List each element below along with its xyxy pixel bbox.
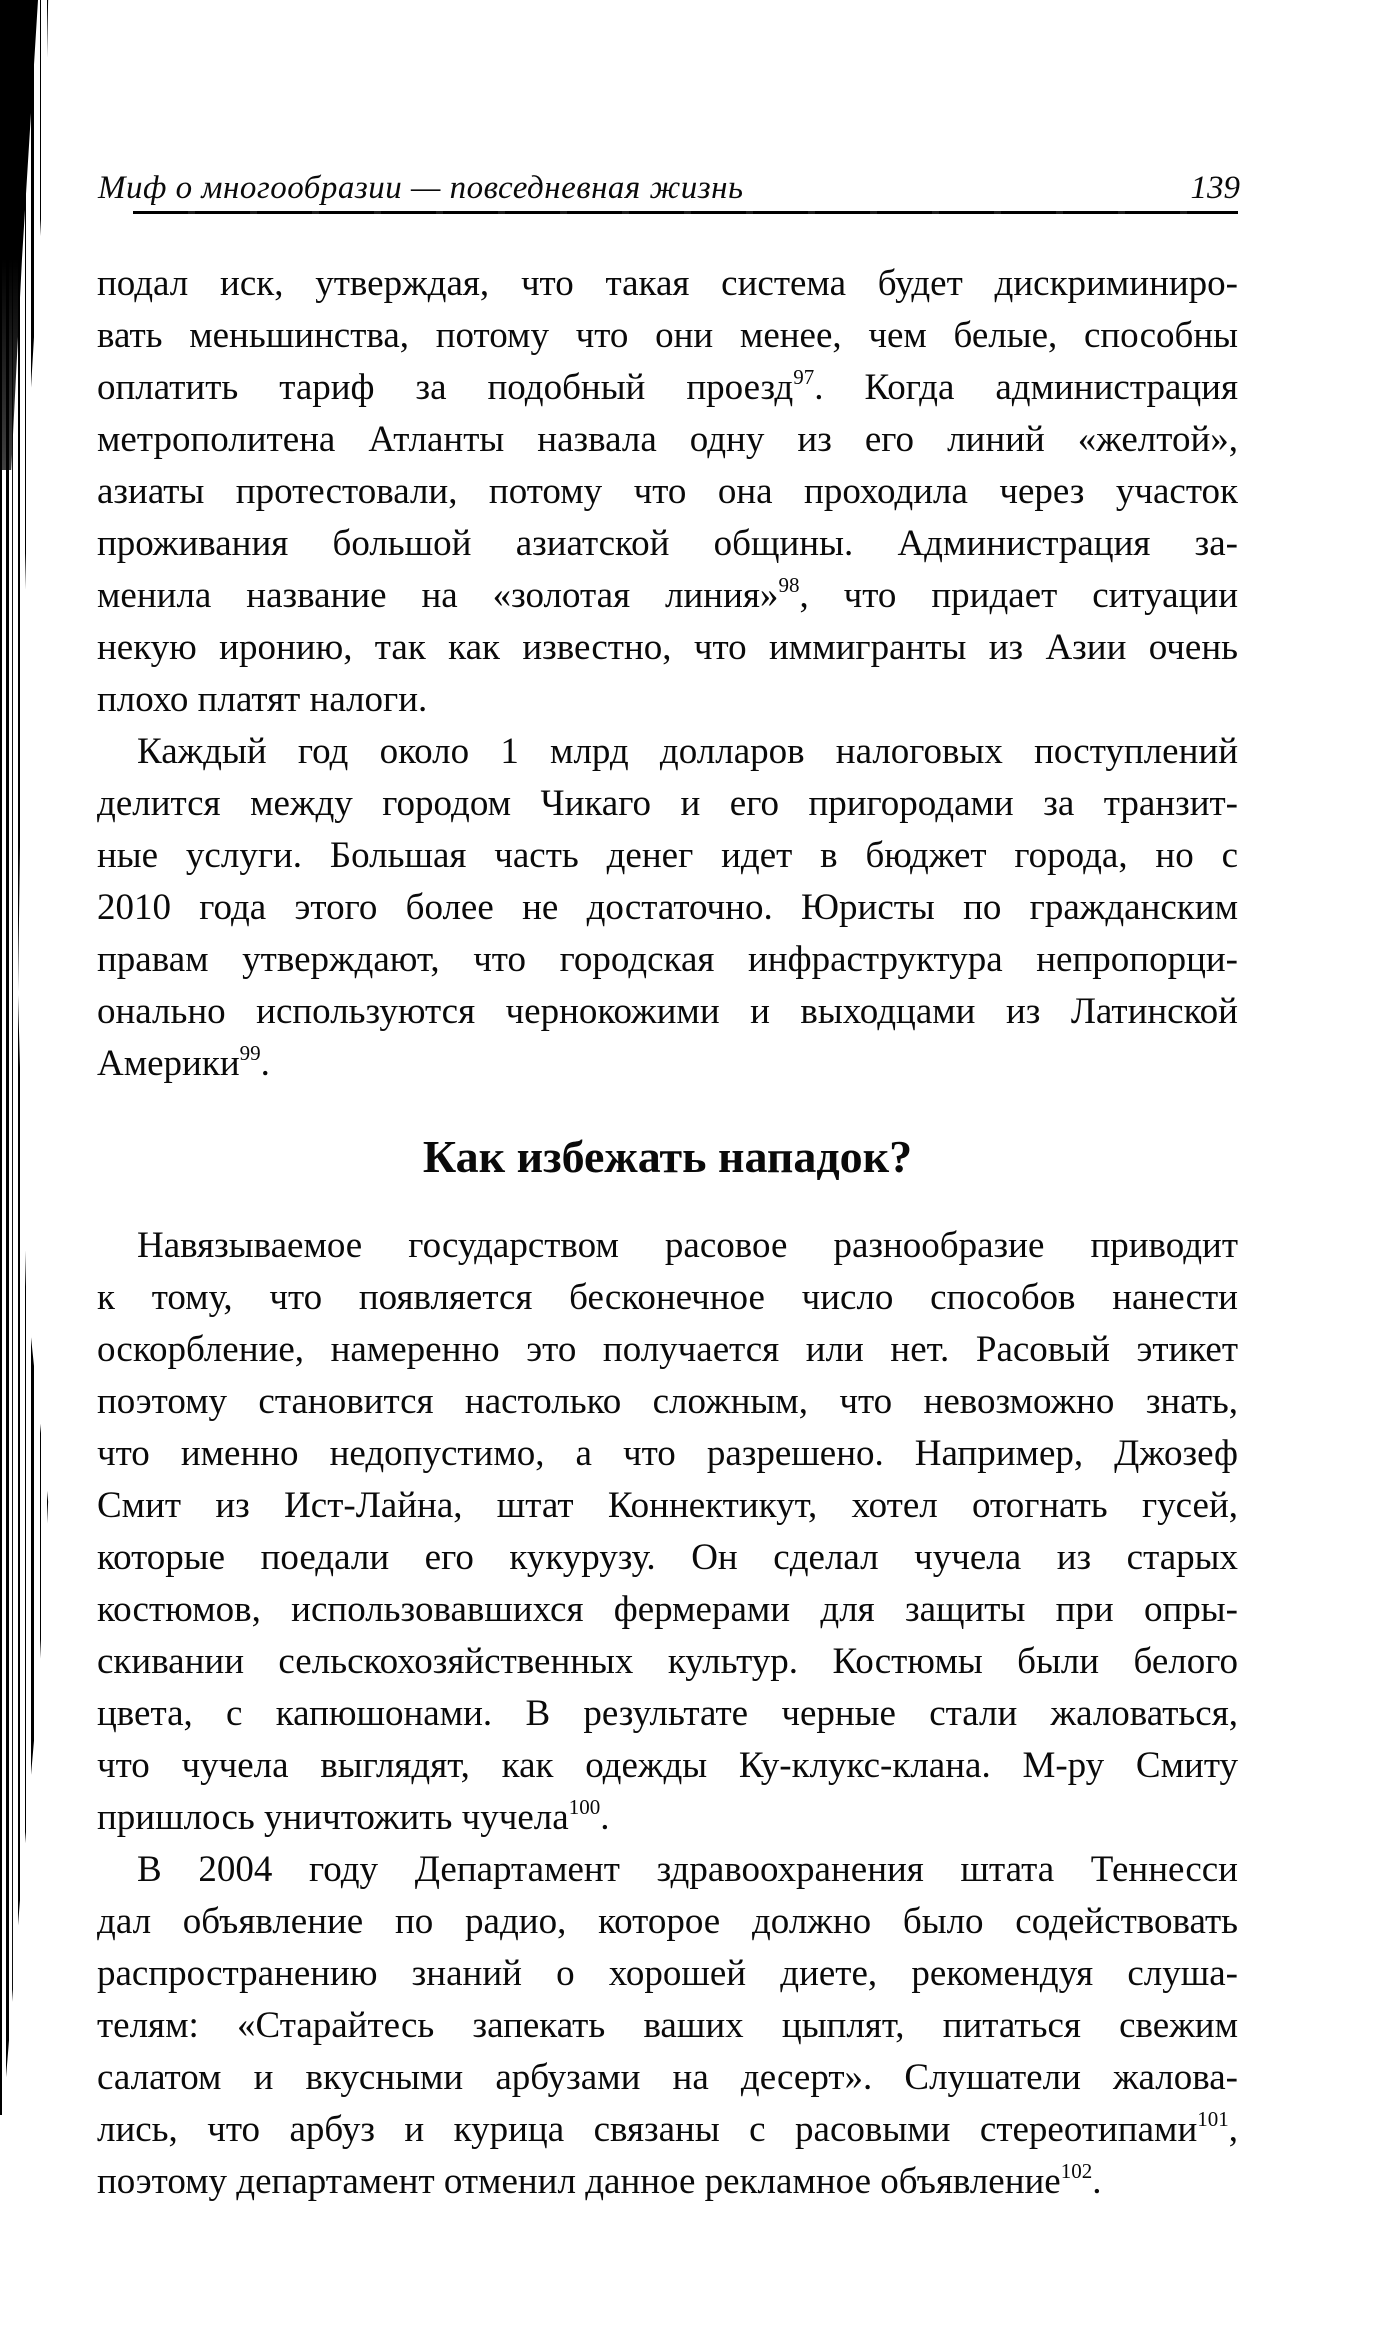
text-line: подал иск, утверждая, что такая система будет дискриминиро- (97, 263, 1238, 304)
text-line: пришлось уничтожить чучела$^{100}$. (97, 1795, 610, 1838)
text-line: вать меньшинства, потому что они менее, чем белые, способны (97, 315, 1238, 356)
text-line: правам утверждают, что городская инфраструктура непропорци- (97, 939, 1238, 980)
text-line: азиаты протестовали, потому что она проходила через участок (97, 471, 1238, 512)
header-rule (133, 211, 1238, 214)
text-line: В 2004 году Департамент здравоохранения штата Теннесси (137, 1849, 1238, 1890)
text-line: костюмов, использовавшихся фермерами для защиты при опры- (97, 1589, 1238, 1630)
running-header-title: Миф о многообразии — повседневная жизнь (98, 170, 744, 206)
text-line: Каждый год около 1 млрд долларов налоговых поступлений (137, 731, 1238, 772)
text-line: менила название на «золотая линия»$^{98}$, что придает ситуации (97, 573, 1238, 616)
body-text (97, 258, 1238, 2208)
text-line: телям: «Старайтесь запекать ваших цыплят, питаться свежим (97, 2005, 1238, 2046)
paragraph (97, 258, 1238, 726)
text-line: что именно недопустимо, а что разрешено. Например, Джозеф (97, 1433, 1238, 1474)
text-line: Смит из Ист-Лайна, штат Коннектикут, хотел отогнать гусей, (97, 1485, 1238, 1526)
text-line: ные услуги. Большая часть денег идет в бюджет города, но с (97, 835, 1238, 876)
text-line: что чучела выглядят, как одежды Ку-клукс-клана. М-ру Смиту (97, 1745, 1238, 1786)
text-line: 2010 года этого более не достаточно. Юристы по гражданским (97, 887, 1238, 928)
text-line: некую иронию, так как известно, что иммигранты из Азии очень (97, 627, 1238, 668)
text-line: метрополитена Атланты назвала одну из его линий «желтой», (97, 419, 1238, 460)
paragraph (97, 1220, 1238, 1844)
text-line: дал объявление по радио, которое должно было содействовать (97, 1901, 1238, 1942)
text-line: лись, что арбуз и курица связаны с расовыми стереотипами$^{101}$, (97, 2107, 1238, 2150)
text-line: поэтому департамент отменил данное рекламное объявление$^{102}$. (97, 2159, 1102, 2202)
paragraph (97, 1844, 1238, 2208)
section-heading: Как избежать нападок? (422, 1131, 913, 1182)
text-line: проживания большой азиатской общины. Администрация за- (97, 523, 1238, 564)
footnote-reference: 101 (1197, 2107, 1229, 2131)
text-line: салатом и вкусными арбузами на десерт». Слушатели жалова- (97, 2057, 1238, 2098)
text-line: поэтому становится настолько сложным, что невозможно знать, (97, 1381, 1238, 1422)
footnote-reference: 102 (1060, 2159, 1093, 2183)
text-line: к тому, что появляется бесконечное число способов нанести (97, 1277, 1238, 1318)
page-number: 139 (1190, 170, 1240, 206)
text-line: онально используются чернокожими и выходцами из Латинской (97, 991, 1238, 1032)
text-line: скивании сельскохозяйственных культур. Костюмы были белого (97, 1641, 1238, 1682)
footnote-reference: 99 (239, 1041, 261, 1065)
footnote-reference: 97 (793, 365, 815, 389)
text-line: Навязываемое государством расовое разнообразие приводит (137, 1225, 1238, 1266)
text-line: делится между городом Чикаго и его пригородами за транзит- (97, 783, 1238, 824)
text-line: которые поедали его кукурузу. Он сделал чучела из старых (97, 1537, 1238, 1578)
text-line: плохо платят налоги. (97, 679, 428, 720)
text-line: Америки$^{99}$. (97, 1041, 270, 1084)
footnote-reference: 98 (778, 573, 800, 597)
footnote-reference: 100 (568, 1795, 601, 1819)
paragraph (97, 726, 1238, 1090)
text-line: оскорбление, намеренно это получается или нет. Расовый этикет (97, 1329, 1238, 1370)
text-line: оплатить тариф за подобный проезд$^{97}$. Когда администрация (97, 365, 1238, 408)
text-line: распространению знаний о хорошей диете, рекомендуя слуша- (97, 1953, 1238, 1994)
text-line: цвета, с капюшонами. В результате черные стали жаловаться, (97, 1693, 1238, 1734)
